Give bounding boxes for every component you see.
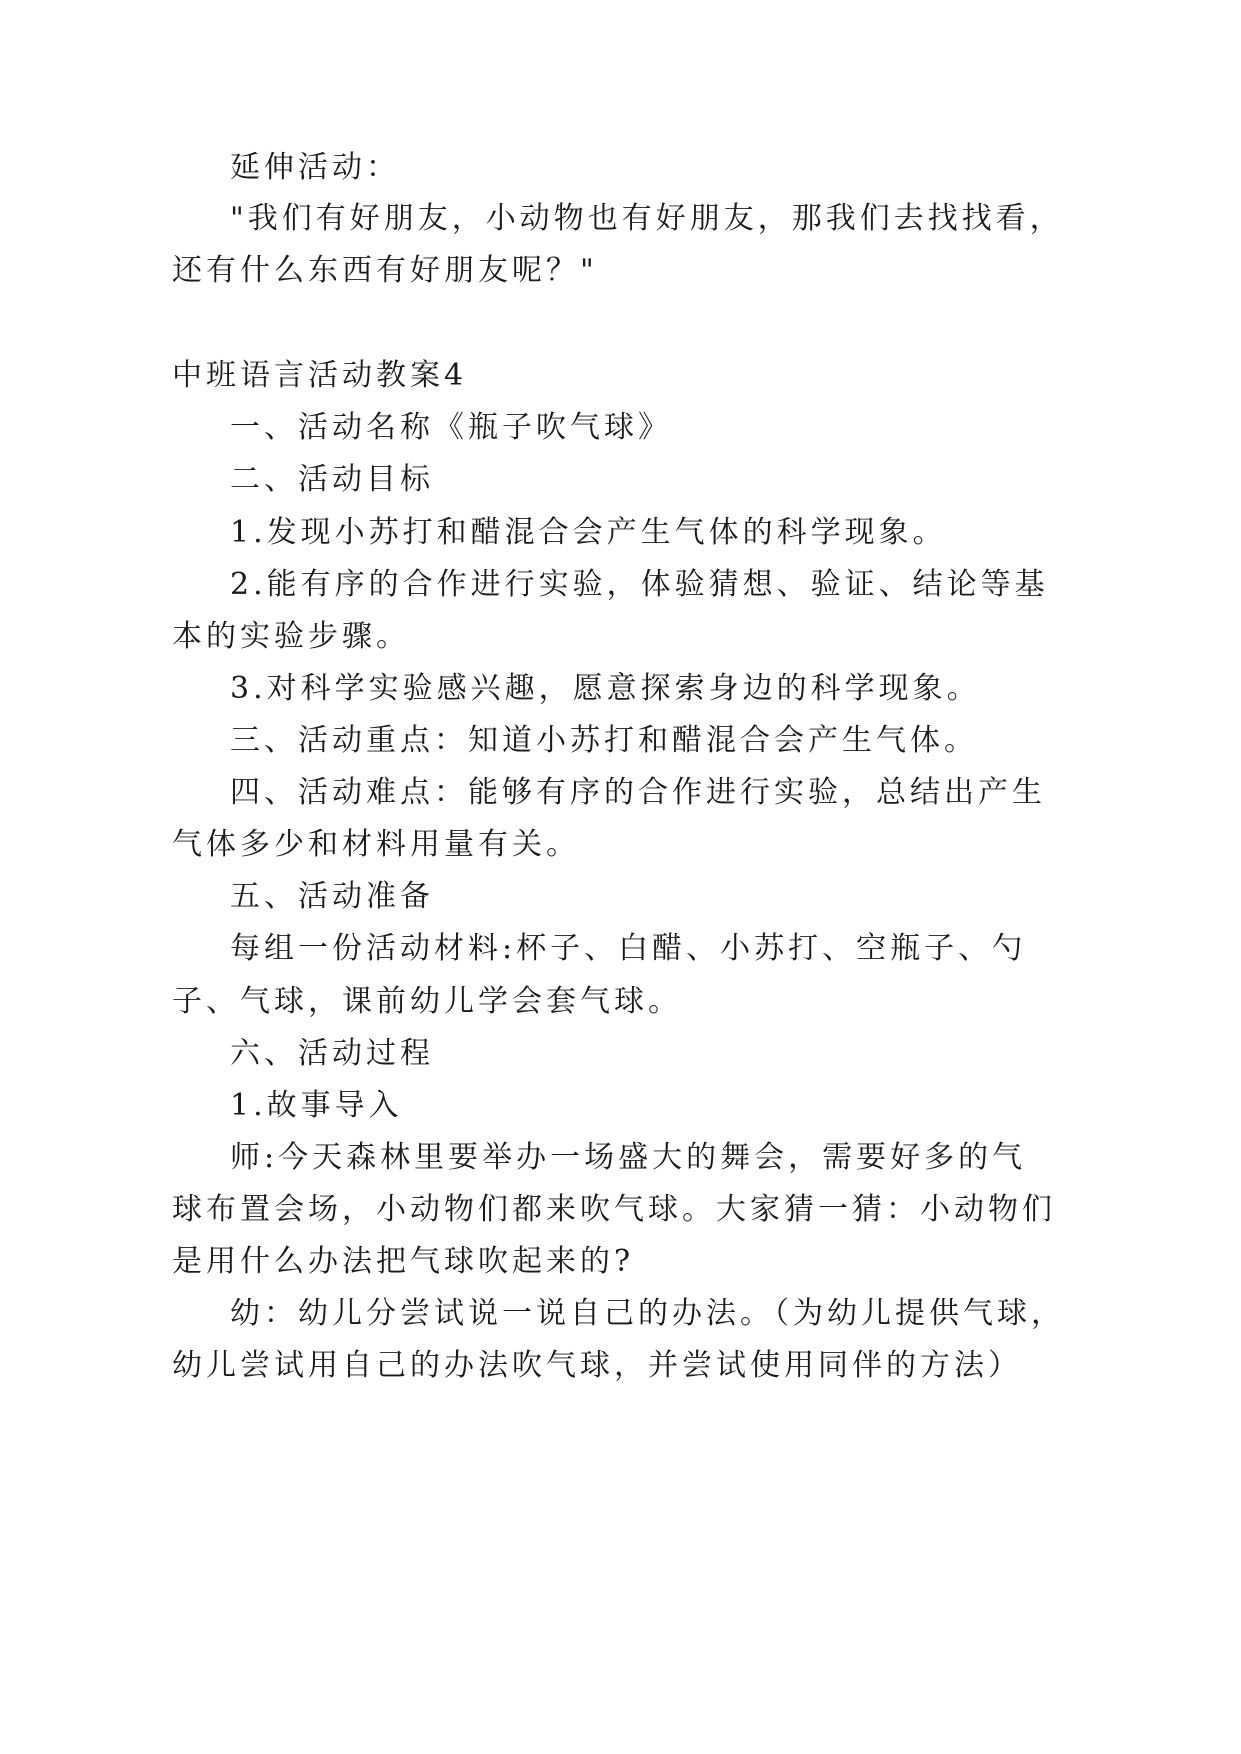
preparation-line-1: 每组一份活动材料:杯子、白醋、小苏打、空瓶子、勺	[230, 931, 1027, 966]
difficulty-line-2: 气体多少和材料用量有关。	[172, 827, 580, 862]
preparation-line-2: 子、气球，课前幼儿学会套气球。	[172, 984, 682, 1019]
goal-1: 1.发现小苏打和醋混合会产生气体的科学现象。	[230, 515, 947, 550]
teacher-line-1: 师:今天森林里要举办一场盛大的舞会，需要好多的气	[230, 1140, 1027, 1175]
activity-name: 一、活动名称《瓶子吹气球》	[230, 410, 672, 445]
child-line-2: 幼儿尝试用自己的办法吹气球，并尝试使用同伴的方法）	[172, 1348, 1022, 1383]
teacher-line-2: 球布置会场，小动物们都来吹气球。大家猜一猜：小动物们	[172, 1192, 1056, 1227]
process-heading: 六、活动过程	[230, 1036, 434, 1071]
preparation-heading: 五、活动准备	[230, 879, 434, 914]
teacher-line-3: 是用什么办法把气球吹起来的?	[172, 1244, 635, 1279]
section-title: 中班语言活动教案4	[172, 358, 468, 393]
goal-2-line-1: 2.能有序的合作进行实验，体验猜想、验证、结论等基	[230, 567, 1049, 602]
difficulty-line-1: 四、活动难点：能够有序的合作进行实验，总结出产生	[230, 775, 1046, 810]
quote-line-2: 还有什么东西有好朋友呢？"	[172, 253, 598, 288]
extension-heading: 延伸活动：	[230, 150, 400, 185]
step-1-heading: 1.故事导入	[230, 1088, 403, 1123]
child-line-1: 幼：幼儿分尝试说一说自己的办法。（为幼儿提供气球，	[230, 1296, 1065, 1331]
quote-line-1: "我们有好朋友，小动物也有好朋友，那我们去找找看，	[230, 201, 1064, 236]
key-point: 三、活动重点：知道小苏打和醋混合会产生气体。	[230, 723, 978, 758]
goals-heading: 二、活动目标	[230, 462, 434, 497]
goal-3: 3.对科学实验感兴趣，愿意探索身边的科学现象。	[230, 671, 981, 706]
goal-2-line-2: 本的实验步骤。	[172, 619, 410, 654]
